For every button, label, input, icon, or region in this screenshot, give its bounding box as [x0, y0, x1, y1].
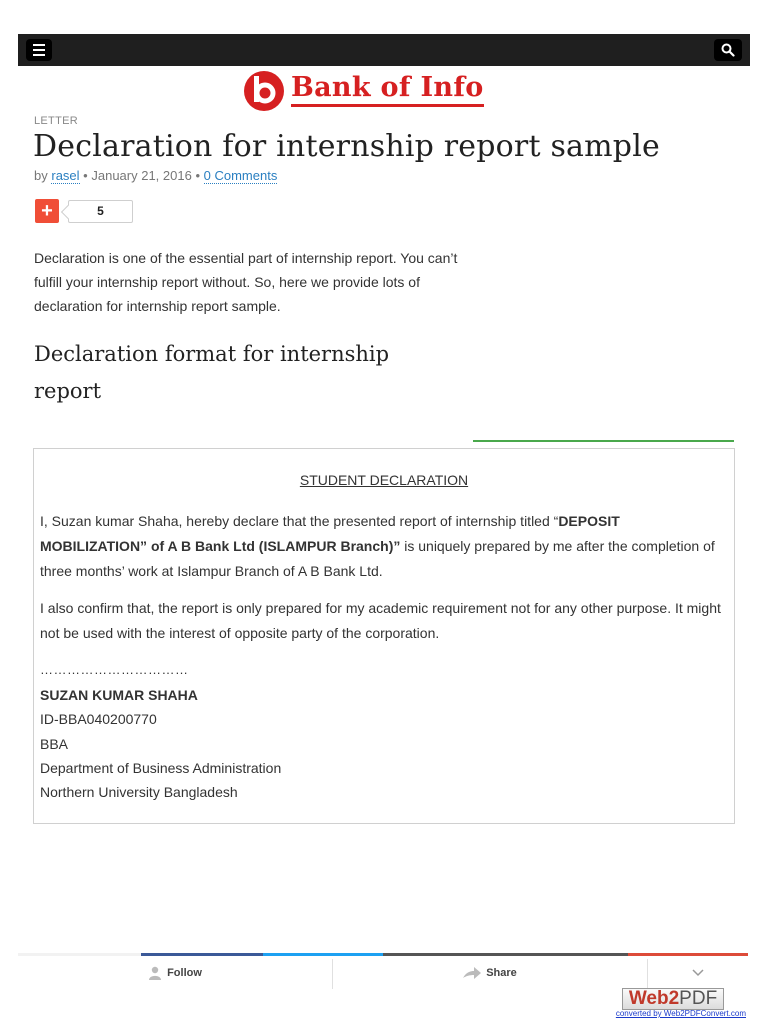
follow-label: Follow — [167, 967, 202, 979]
person-icon — [148, 966, 162, 980]
share-label: Share — [486, 967, 517, 979]
web2pdf-pdf: PDF — [679, 988, 718, 1009]
declaration-box — [33, 448, 735, 824]
web2pdf-link[interactable]: converted by Web2PDFConvert.com — [615, 1009, 746, 1018]
share-widget — [35, 199, 133, 223]
site-logo[interactable] — [240, 68, 484, 112]
post-date: January 21, 2016 — [91, 168, 192, 183]
more-button[interactable] — [648, 955, 748, 991]
web2pdf-logo — [622, 988, 724, 1010]
signatory-details — [40, 683, 281, 804]
declaration-title: STUDENT DECLARATION — [299, 472, 469, 488]
intro-paragraph: Declaration is one of the essential part of internship report. You can’t fulfill your internship report without. So, here we provide lots of declaration for internship report sample. — [34, 250, 458, 314]
department: Department of Business Administration — [40, 759, 282, 776]
university: Northern University Bangladesh — [40, 784, 238, 801]
logo-text: Bank of Info — [291, 73, 484, 107]
bank-of-info-logo-mark — [240, 68, 288, 112]
divider — [473, 440, 734, 442]
student-id: ID-BBA040200770 — [40, 711, 157, 728]
by-label: by — [34, 168, 48, 183]
post-meta — [34, 168, 277, 183]
comments-link[interactable]: 0 Comments — [203, 168, 278, 183]
bottom-action-bar — [18, 954, 748, 992]
signature-line: …………………………… — [40, 662, 189, 677]
signatory-name: SUZAN KUMAR SHAHA — [40, 687, 198, 703]
share-count: 5 — [68, 200, 133, 223]
search-icon[interactable] — [714, 39, 742, 61]
chevron-down-icon — [692, 969, 704, 977]
top-nav-bar — [18, 34, 750, 66]
web2pdf-watermark[interactable] — [606, 988, 746, 1022]
plus-share-button[interactable]: + — [35, 199, 59, 223]
web2pdf-web: Web2 — [628, 988, 680, 1009]
page-title: Declaration for internship report sample — [33, 129, 660, 164]
declaration-text: is uniquely prepared by me after the completion of three months’ work at Islampur Branch of A B Bank Ltd. — [40, 538, 715, 579]
author-link[interactable]: rasel — [51, 168, 80, 183]
confirmation-paragraph: I also confirm that, the report is only prepared for my academic requirement not for any other purpose. It might not be used with the interest of opposite party of the corporation. — [40, 600, 721, 641]
declaration-text: I, Suzan kumar Shaha, hereby declare that the presented report of internship titled “ — [40, 513, 559, 529]
section-heading: Declaration format for internship report — [34, 342, 390, 403]
declaration-paragraph — [40, 509, 724, 584]
share-button[interactable] — [333, 955, 647, 991]
share-arrow-icon — [463, 967, 481, 979]
report-title: DEPOSIT MOBILIZATION” of A B Bank Ltd (ISLAMPUR Branch)” — [40, 513, 620, 554]
hamburger-menu-icon[interactable] — [26, 39, 52, 61]
meta-separator: • — [195, 168, 201, 183]
follow-button[interactable] — [18, 955, 332, 991]
post-category[interactable]: LETTER — [34, 115, 78, 127]
program: BBA — [40, 735, 69, 752]
meta-separator: • — [83, 168, 88, 183]
